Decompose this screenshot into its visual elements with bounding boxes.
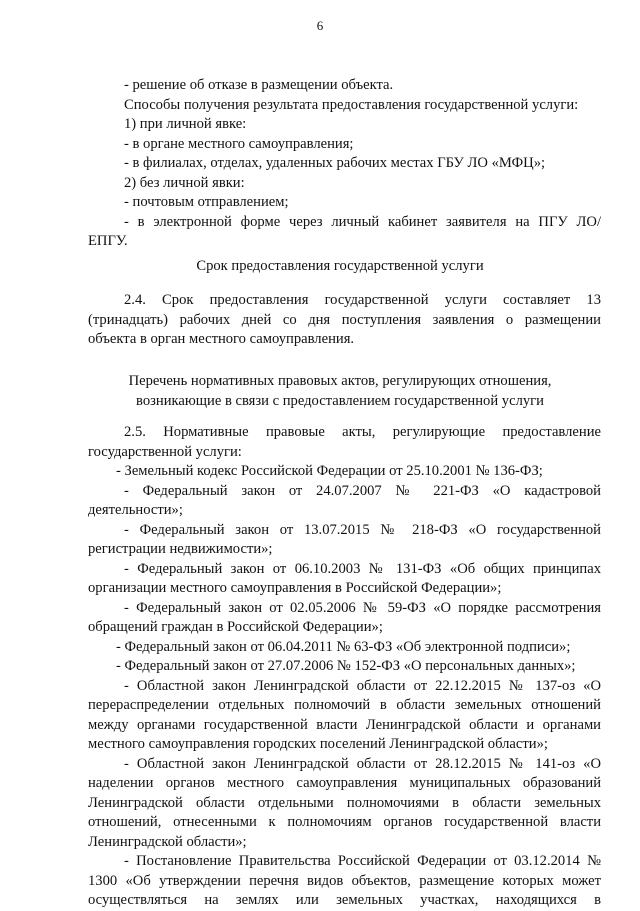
text-line: 1) при личной явке: xyxy=(124,116,247,132)
text-line: между органами государственной власти Ленинградской области и органами xyxy=(88,716,601,733)
text-line: Способы получения результата предоставления государственной услуги: xyxy=(124,96,579,113)
list-item: - Федеральный закон от 06.04.2011 № 63-ФЗ «Об электронной подписи»; xyxy=(116,638,571,655)
list-item: - Федеральный закон от 24.07.2007 № 221-ФЗ «О кадастровой xyxy=(124,482,601,499)
text-line: - почтовым отправлением; xyxy=(124,194,289,210)
text-line: 2.5. Нормативные правовые акты, регулирующие предоставление xyxy=(124,424,601,440)
acts-heading xyxy=(60,372,620,411)
heading-line: Перечень нормативных правовых актов, регулирующих отношения, xyxy=(128,373,552,389)
text-line: - решение об отказе в размещении объекта. xyxy=(124,77,394,93)
list-item: - Областной закон Ленинградской области от 22.12.2015 № 137-оз «О xyxy=(124,677,601,694)
list-item: - Федеральный закон от 13.07.2015 № 218-ФЗ «О государственной xyxy=(124,521,601,538)
text-line: 2.4. Срок предоставления государственной услуги составляет 13 xyxy=(124,292,601,308)
text-line: (тринадцать) рабочих дней со дня поступления заявления о размещении xyxy=(88,311,601,328)
results-block xyxy=(88,76,601,252)
text-line: отношений, отнесенными к полномочиям органов государственной власти xyxy=(88,814,601,830)
list-item: - Земельный кодекс Российской Федерации от 25.10.2001 № 136-ФЗ; xyxy=(116,463,543,479)
list-item: - Федеральный закон от 06.10.2003 № 131-ФЗ «Об общих принципах xyxy=(124,560,601,577)
heading-line: возникающие в связи с предоставлением государственной услуги xyxy=(136,392,544,409)
text-line: - в органе местного самоуправления; xyxy=(124,135,354,152)
text-line: осуществляться на землях или земельных участках, находящихся в xyxy=(88,892,601,908)
text-line: объекта в орган местного самоуправления. xyxy=(88,331,355,347)
acts-list xyxy=(88,423,601,911)
text-line: - в электронной форме через личный кабинет заявителя на ПГУ ЛО/ xyxy=(124,213,601,230)
list-item: - Федеральный закон от 27.07.2006 № 152-ФЗ «О персональных данных»; xyxy=(116,658,576,674)
text-line: 1300 «Об утверждении перечня видов объектов, размещение которых может xyxy=(88,872,601,889)
text-line: Ленинградской области»; xyxy=(88,833,247,850)
list-item: - Федеральный закон от 02.05.2006 № 59-ФЗ «О порядке рассмотрения xyxy=(124,599,601,616)
text-line: Ленинградской области отдельными полномочиями в области земельных xyxy=(88,794,601,811)
text-line: организации местного самоуправления в Российской Федерации»; xyxy=(88,580,502,596)
text-line: ЕПГУ. xyxy=(88,233,128,249)
page-number: 6 xyxy=(316,18,324,33)
text-line: наделении органов местного самоуправления муниципальных образований xyxy=(88,775,601,791)
term-paragraph xyxy=(88,291,601,350)
text-line: государственной услуги: xyxy=(88,443,242,460)
text-line: регистрации недвижимости»; xyxy=(88,541,273,557)
text-line: перераспределении отдельных полномочий в области земельных отношений xyxy=(88,697,601,713)
text-line: деятельности»; xyxy=(88,502,183,518)
term-heading: Срок предоставления государственной услуги xyxy=(196,258,484,274)
text-line: местного самоуправления городских поселений Ленинградской области»; xyxy=(88,736,548,752)
text-line: - в филиалах, отделах, удаленных рабочих местах ГБУ ЛО «МФЦ»; xyxy=(124,155,546,171)
text-line: 2) без личной явки: xyxy=(124,174,245,191)
text-line: обращений граждан в Российской Федерации»; xyxy=(88,619,383,635)
list-item: - Постановление Правительства Российской Федерации от 03.12.2014 № xyxy=(124,853,601,869)
list-item: - Областной закон Ленинградской области от 28.12.2015 № 141-оз «О xyxy=(124,755,601,772)
